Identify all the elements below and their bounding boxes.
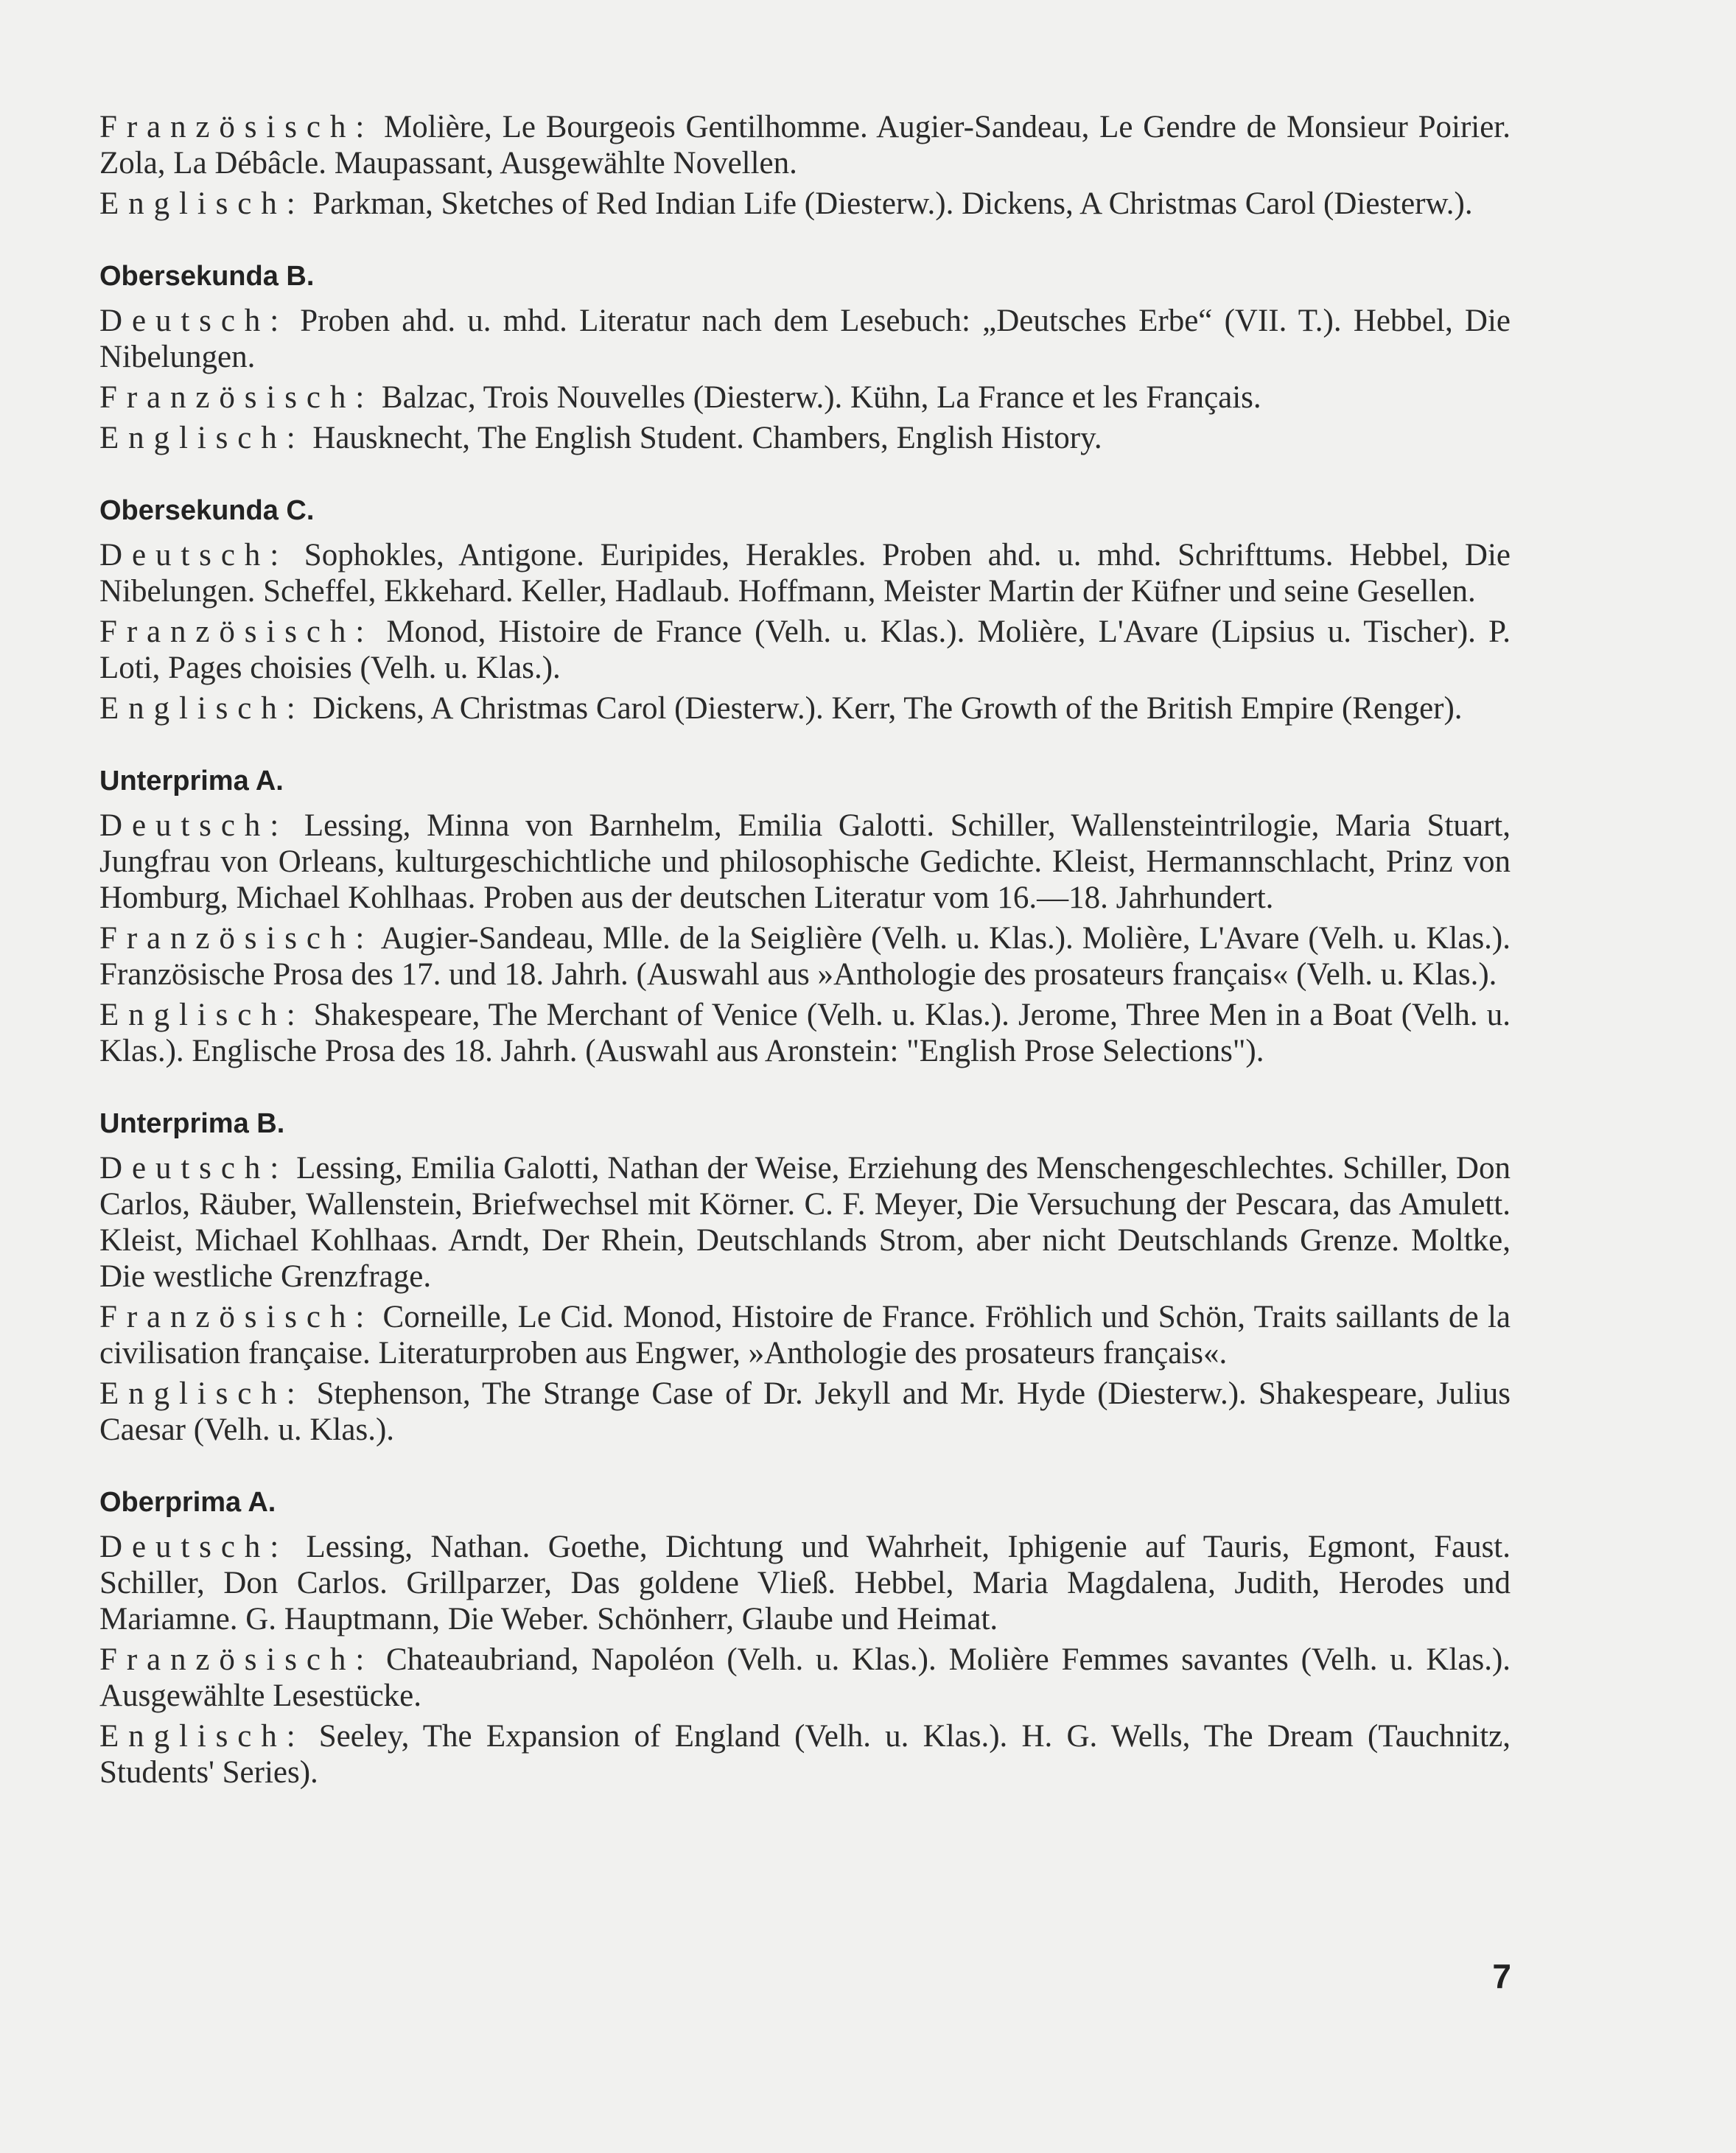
subject-label: Deutsch [99,1530,270,1564]
entry-englisch: Englisch: Hausknecht, The English Student. Chambers, English History. [99,421,1102,455]
entry-franzoesisch: Französisch: Chateaubriand, Napoléon (Velh. u. Klas.). Molière Femmes savantes (Velh. u. Klas.). Ausgewählte Lesestücke. [99,1642,1511,1713]
subject-label: Französisch [99,615,356,649]
subject-label: Englisch [99,691,287,726]
section-heading: Obersekunda B. [99,261,315,292]
entry-englisch: Englisch: Dickens, A Christmas Carol (Diesterw.). Kerr, The Growth of the British Empire (Renger). [99,691,1463,726]
subject-label: Französisch [99,380,356,415]
subject-label: Französisch [99,921,356,956]
entry-text: Sophokles, Antigone. Euripides, Herakles. Proben ahd. u. mhd. Schrifttums. Hebbel, Die Nibelungen. Scheffel, Ekkehard. Keller, Hadlaub. Hoffmann, Meister Martin der Küfner und seine Gesellen. [99,538,1511,609]
section-unterprima-a [99,765,1511,1069]
section-oberprima-a [99,1486,1511,1790]
subject-label: Englisch [99,1719,287,1754]
entry-text: Chateaubriand, Napoléon (Velh. u. Klas.). Molière Femmes savantes (Velh. u. Klas.). Ausgewählte Lesestücke. [99,1642,1511,1713]
section-heading: Unterprima A. [99,766,284,797]
entry-deutsch: Deutsch: Lessing, Emilia Galotti, Nathan der Weise, Erziehung des Menschengeschlechtes. Schiller, Don Carlos, Räuber, Wallenstein, Briefwechsel mit Körner. C. F. Meyer, Die Versuchung der Pescara, das Amulett. Kleist, Michael Kohlhaas. Arndt, Der Rhein, Deutschlands Strom, aber nicht Deutschlands Grenze. Moltke, Die westliche Grenzfrage. [99,1151,1511,1294]
subject-label: Französisch [99,110,356,144]
entry-text: Seeley, The Expansion of England (Velh. u. Klas.). H. G. Wells, The Dream (Tauchnitz, Students' Series). [99,1719,1511,1790]
entry-franzoesisch: Französisch: Corneille, Le Cid. Monod, Histoire de France. Fröhlich und Schön, Traits saillants de la civilisation française. Literaturproben aus Engwer, »Anthologie des prosateurs français«. [99,1300,1511,1370]
intro-block [99,109,1511,222]
section-unterprima-b [99,1107,1511,1448]
subject-label: Französisch [99,1642,356,1677]
page-body [99,109,1511,1795]
section-obersekunda-b [99,260,1511,456]
entry-englisch: Englisch: Seeley, The Expansion of England (Velh. u. Klas.). H. G. Wells, The Dream (Tauchnitz, Students' Series). [99,1719,1511,1790]
entry-englisch: Englisch: Shakespeare, The Merchant of Venice (Velh. u. Klas.). Jerome, Three Men in a Boat (Velh. u. Klas.). Englische Prosa des 18. Jahrh. (Auswahl aus Aronstein: "English Prose Selections"). [99,998,1511,1068]
entry-franzoesisch: Französisch: Monod, Histoire de France (Velh. u. Klas.). Molière, L'Avare (Lipsius u. Tischer). P. Loti, Pages choisies (Velh. u. Klas.). [99,615,1511,685]
entry-franzoesisch: Französisch: Molière, Le Bourgeois Gentilhomme. Augier-Sandeau, Le Gendre de Monsieur Poirier. Zola, La Débâcle. Maupassant, Ausgewählte Novellen. [99,110,1511,181]
entry-text: Parkman, Sketches of Red Indian Life (Diesterw.). Dickens, A Christmas Carol (Diesterw.). [312,186,1473,221]
entry-text: Lessing, Nathan. Goethe, Dichtung und Wahrheit, Iphigenie auf Tauris, Egmont, Faust. Schiller, Don Carlos. Grillparzer, Das goldene Vließ. Hebbel, Maria Magdalena, Judith, Herodes und Mariamne. G. Hauptmann, Die Weber. Schönherr, Glaube und Heimat. [99,1530,1511,1636]
entry-text: Corneille, Le Cid. Monod, Histoire de France. Fröhlich und Schön, Traits saillants de la civilisation française. Literaturproben aus Engwer, »Anthologie des prosateurs français«. [99,1300,1511,1370]
subject-label: Englisch [99,186,287,221]
entry-franzoesisch: Französisch: Augier-Sandeau, Mlle. de la Seiglière (Velh. u. Klas.). Molière, L'Avare (Velh. u. Klas.). Französische Prosa des 17. und 18. Jahrh. (Auswahl aus »Anthologie des prosateurs français« (Velh. u. Klas.). [99,921,1511,992]
subject-label: Englisch [99,421,287,455]
subject-label: Deutsch [99,808,270,843]
entry-deutsch: Deutsch: Proben ahd. u. mhd. Literatur nach dem Lesebuch: „Deutsches Erbe“ (VII. T.). Hebbel, Die Nibelungen. [99,304,1511,374]
section-obersekunda-c [99,494,1511,727]
entry-text: Lessing, Emilia Galotti, Nathan der Weise, Erziehung des Menschengeschlechtes. Schiller, Don Carlos, Räuber, Wallenstein, Briefwechsel mit Körner. C. F. Meyer, Die Versuchung der Pescara, das Amulett. Kleist, Michael Kohlhaas. Arndt, Der Rhein, Deutschlands Strom, aber nicht Deutschlands Grenze. Moltke, Die westliche Grenzfrage. [99,1151,1511,1294]
page-number: 7 [1492,1957,1511,1995]
entry-text: Hausknecht, The English Student. Chambers, English History. [312,421,1102,455]
entry-text: Proben ahd. u. mhd. Literatur nach dem Lesebuch: „Deutsches Erbe“ (VII. T.). Hebbel, Die Nibelungen. [99,304,1511,374]
entry-deutsch: Deutsch: Lessing, Minna von Barnhelm, Emilia Galotti. Schiller, Wallensteintrilogie, Maria Stuart, Jungfrau von Orleans, kulturgeschichtliche und philosophische Gedichte. Kleist, Hermannschlacht, Prinz von Homburg, Michael Kohlhaas. Proben aus der deutschen Literatur vom 16.—18. Jahrhundert. [99,808,1511,915]
entry-deutsch: Deutsch: Lessing, Nathan. Goethe, Dichtung und Wahrheit, Iphigenie auf Tauris, Egmont, Faust. Schiller, Don Carlos. Grillparzer, Das goldene Vließ. Hebbel, Maria Magdalena, Judith, Herodes und Mariamne. G. Hauptmann, Die Weber. Schönherr, Glaube und Heimat. [99,1530,1511,1636]
subject-label: Englisch [99,998,287,1032]
entry-text: Stephenson, The Strange Case of Dr. Jekyll and Mr. Hyde (Diesterw.). Shakespeare, Julius Caesar (Velh. u. Klas.). [99,1376,1511,1447]
subject-label: Deutsch [99,538,270,573]
entry-englisch: Englisch: Stephenson, The Strange Case of Dr. Jekyll and Mr. Hyde (Diesterw.). Shakespeare, Julius Caesar (Velh. u. Klas.). [99,1376,1511,1447]
entry-text: Dickens, A Christmas Carol (Diesterw.). Kerr, The Growth of the British Empire (Renger). [312,691,1463,726]
entry-text: Lessing, Minna von Barnhelm, Emilia Galotti. Schiller, Wallensteintrilogie, Maria Stuart, Jungfrau von Orleans, kulturgeschichtliche und philosophische Gedichte. Kleist, Hermannschlacht, Prinz von Homburg, Michael Kohlhaas. Proben aus der deutschen Literatur vom 16.—18. Jahrhundert. [99,808,1511,915]
entry-deutsch: Deutsch: Sophokles, Antigone. Euripides, Herakles. Proben ahd. u. mhd. Schrifttums. Hebbel, Die Nibelungen. Scheffel, Ekkehard. Keller, Hadlaub. Hoffmann, Meister Martin der Küfner und seine Gesellen. [99,538,1511,609]
section-heading: Unterprima B. [99,1108,285,1139]
subject-label: Deutsch [99,1151,270,1186]
subject-label: Französisch [99,1300,356,1334]
entry-text: Shakespeare, The Merchant of Venice (Velh. u. Klas.). Jerome, Three Men in a Boat (Velh. u. Klas.). Englische Prosa des 18. Jahrh. (Auswahl aus Aronstein: "English Prose Selections"). [99,998,1511,1068]
entry-englisch: Englisch: Parkman, Sketches of Red Indian Life (Diesterw.). Dickens, A Christmas Carol (Diesterw.). [99,186,1473,221]
subject-label: Englisch [99,1376,287,1411]
section-heading: Obersekunda C. [99,495,315,526]
entry-text: Balzac, Trois Nouvelles (Diesterw.). Kühn, La France et les Français. [381,380,1261,415]
entry-text: Augier-Sandeau, Mlle. de la Seiglière (Velh. u. Klas.). Molière, L'Avare (Velh. u. Klas.). Französische Prosa des 17. und 18. Jahrh. (Auswahl aus »Anthologie des prosateurs français« (Velh. u. Klas.). [99,921,1511,992]
section-heading: Oberprima A. [99,1487,276,1518]
entry-text: Molière, Le Bourgeois Gentilhomme. Augier-Sandeau, Le Gendre de Monsieur Poirier. Zola, La Débâcle. Maupassant, Ausgewählte Novellen. [99,110,1511,181]
entry-text: Monod, Histoire de France (Velh. u. Klas.). Molière, L'Avare (Lipsius u. Tischer). P. Loti, Pages choisies (Velh. u. Klas.). [99,615,1511,685]
subject-label: Deutsch [99,304,270,338]
entry-franzoesisch: Französisch: Balzac, Trois Nouvelles (Diesterw.). Kühn, La France et les Français. [99,380,1261,415]
